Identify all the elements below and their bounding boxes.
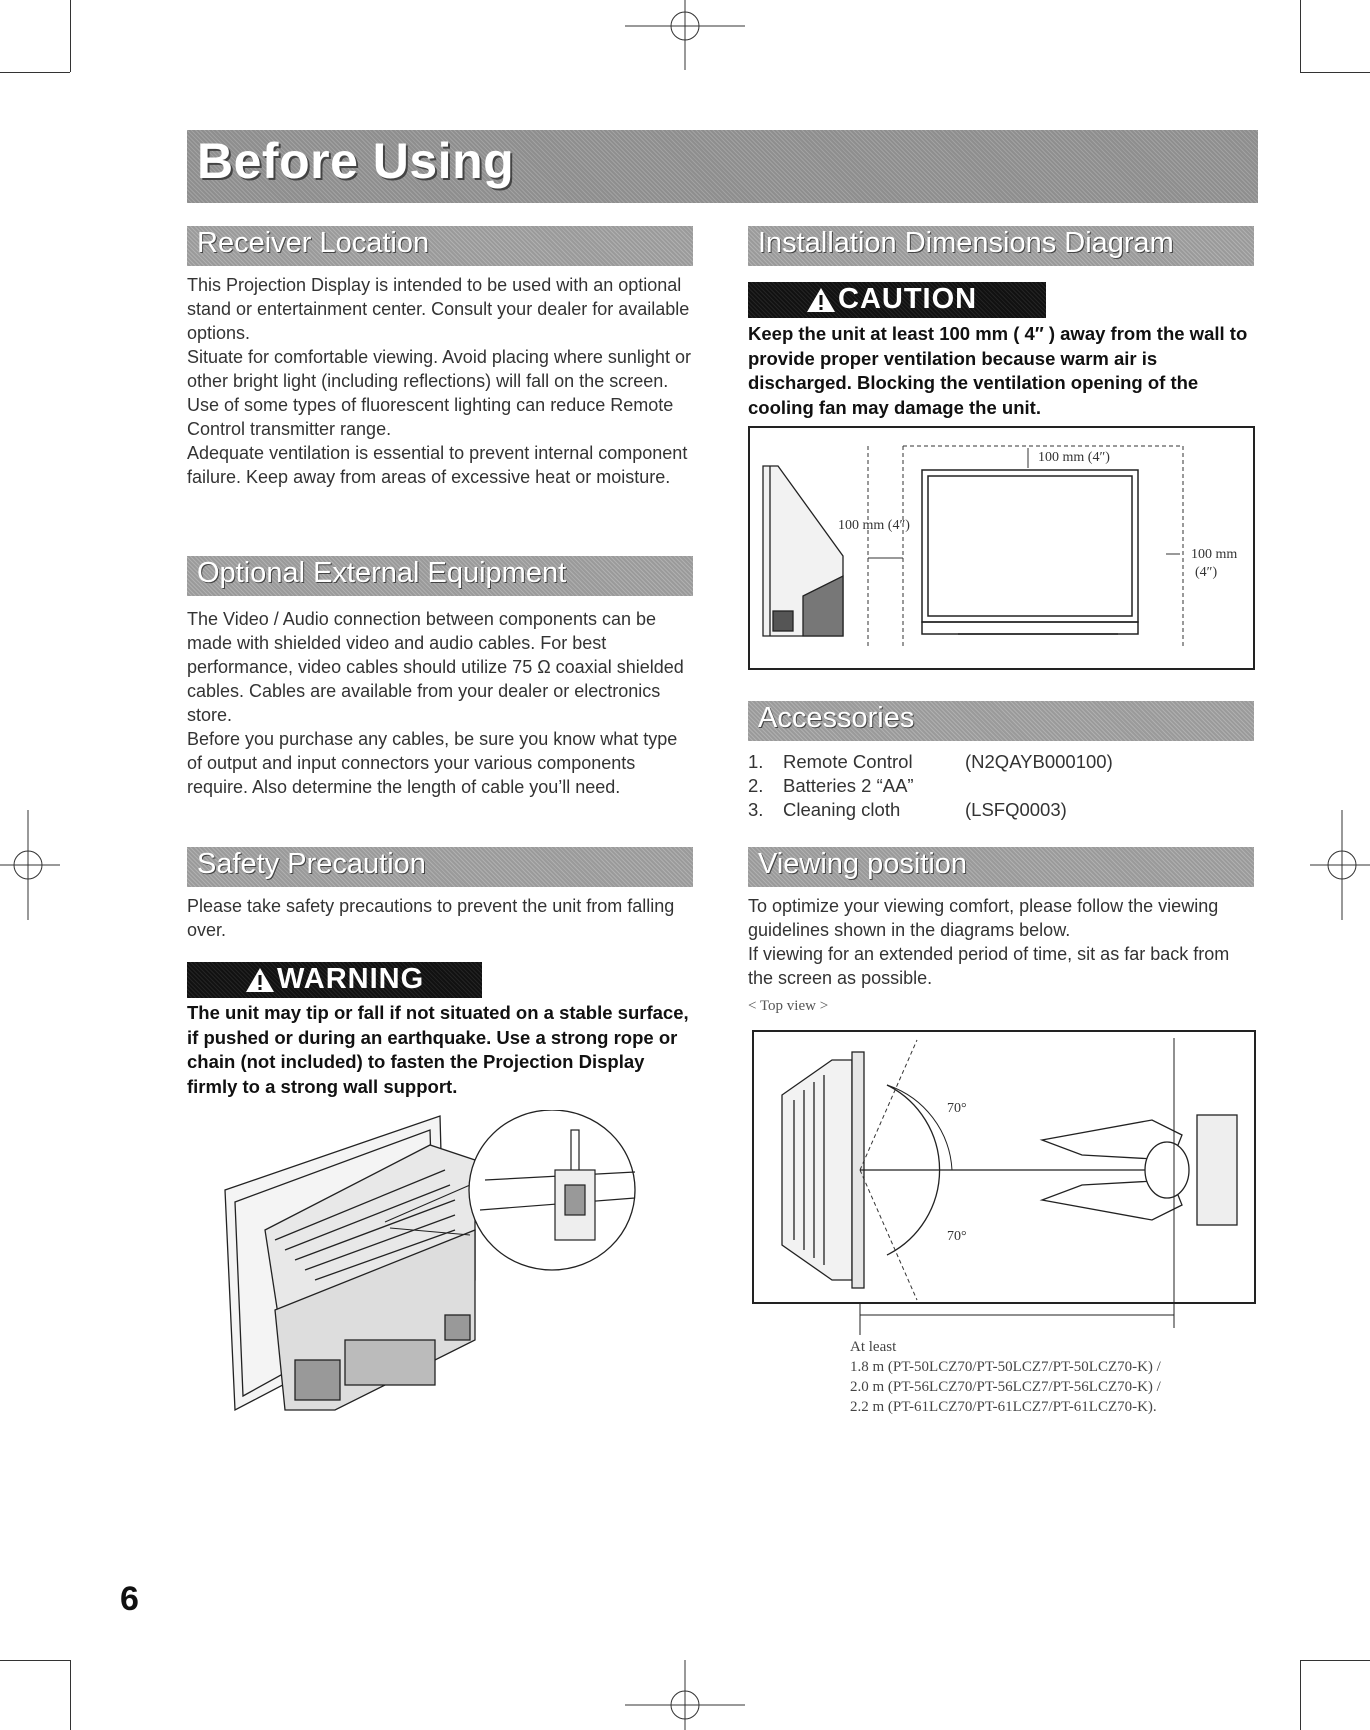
safety-header [187, 847, 693, 887]
item-name: Remote Control [783, 751, 913, 772]
accessories-list [748, 750, 1248, 822]
optional-equipment-header [187, 556, 693, 596]
detail-callout [469, 1110, 635, 1270]
installation-heading: Installation Dimensions Diagram [758, 227, 1174, 259]
item-part-number: (N2QAYB000100) [965, 751, 1113, 772]
paragraph: Adequate ventilation is essential to prevent internal component failure. Keep away from areas of excessive heat or moisture. [187, 443, 688, 487]
receiver-location-header [187, 226, 693, 266]
warning-icon [245, 967, 275, 993]
caution-text: Keep the unit at least 100 mm ( 4″ ) away from the wall to provide proper ventilation because warm air is discharged. Blocking the ventilation opening of the cooling fan may damage the unit. [748, 323, 1248, 418]
page-banner [187, 130, 1258, 203]
viewing-heading: Viewing position [758, 848, 968, 880]
warning-label: WARNING [277, 963, 425, 995]
paragraph: The Video / Audio connection between components can be made with shielded video and audio cables. For best performance, video cables should utilize 75 Ω coaxial shielded cables. Cables are available from your dealer or electronics store. [187, 609, 684, 725]
side-clearance-label: 100 mm (4″) [838, 518, 910, 533]
caution-label: CAUTION [838, 283, 978, 315]
caution-banner [748, 282, 1046, 318]
distance-line: 1.8 m (PT-50LCZ70/PT-50LCZ7/PT-50LCZ70-K) / [850, 1359, 1161, 1375]
paragraph: Use of some types of fluorescent lighting can reduce Remote Control transmitter range. [187, 395, 674, 439]
installation-header [748, 226, 1254, 266]
optional-equipment-body [187, 607, 697, 799]
installation-diagram [748, 426, 1255, 670]
item-number: 1. [748, 751, 764, 772]
top-clearance-label: 100 mm (4″) [1038, 450, 1110, 465]
distance-line: 2.0 m (PT-56LCZ70/PT-56LCZ7/PT-56LCZ70-K) / [850, 1379, 1161, 1395]
safety-intro: Please take safety precautions to prevent the unit from falling over. [187, 896, 675, 940]
distance-line: 2.2 m (PT-61LCZ70/PT-61LCZ7/PT-61LCZ70-K). [850, 1399, 1157, 1415]
item-name: Cleaning cloth [783, 799, 901, 820]
top-view-label: < Top view > [748, 998, 829, 1014]
paragraph: Situate for comfortable viewing. Avoid placing where sunlight or other bright light (including reflections) will fall on the screen. [187, 347, 691, 391]
receiver-location-body [187, 273, 697, 489]
distance-line: At least [850, 1339, 897, 1355]
item-name: Batteries 2 “AA” [783, 775, 914, 796]
upper-angle-label: 70° [947, 1101, 967, 1116]
viewing-distance-notes [850, 1337, 1161, 1417]
page-title: Before Using [197, 133, 515, 189]
paragraph: This Projection Display is intended to be used with an optional stand or entertainment center. Consult your dealer for available options. [187, 275, 690, 343]
accessories-header [748, 701, 1254, 741]
viewing-diagram [752, 1030, 1257, 1335]
safety-heading: Safety Precaution [197, 848, 426, 880]
optional-equipment-heading: Optional External Equipment [197, 557, 567, 589]
lower-angle-label: 70° [947, 1229, 967, 1244]
warning-banner [187, 962, 482, 998]
item-part-number: (LSFQ0003) [965, 799, 1067, 820]
right-clearance-label-inch: (4″) [1195, 565, 1218, 580]
list-item [748, 774, 1248, 798]
item-number: 3. [748, 799, 764, 820]
item-number: 2. [748, 775, 764, 796]
accessories-heading: Accessories [758, 702, 915, 734]
paragraph: To optimize your viewing comfort, please follow the viewing guidelines shown in the diagrams below. [748, 896, 1219, 940]
viewing-header [748, 847, 1254, 887]
safety-illustration [215, 1110, 675, 1420]
page-number: 6 [120, 1580, 139, 1618]
caution-icon [806, 287, 836, 313]
list-item [748, 750, 1248, 774]
viewing-body [748, 894, 1258, 990]
right-clearance-label: 100 mm [1191, 547, 1238, 562]
paragraph: Before you purchase any cables, be sure you know what type of output and input connectors your various components require. Also determine the length of cable you’ll need. [187, 729, 678, 797]
paragraph: If viewing for an extended period of time, sit as far back from the screen as possible. [748, 944, 1230, 988]
list-item [748, 798, 1248, 822]
warning-text: The unit may tip or fall if not situated on a stable surface, if pushed or during an earthquake. Use a strong rope or chain (not included) to fasten the Projection Display firmly to a strong wall support. [187, 1002, 689, 1097]
receiver-location-heading: Receiver Location [197, 227, 430, 259]
